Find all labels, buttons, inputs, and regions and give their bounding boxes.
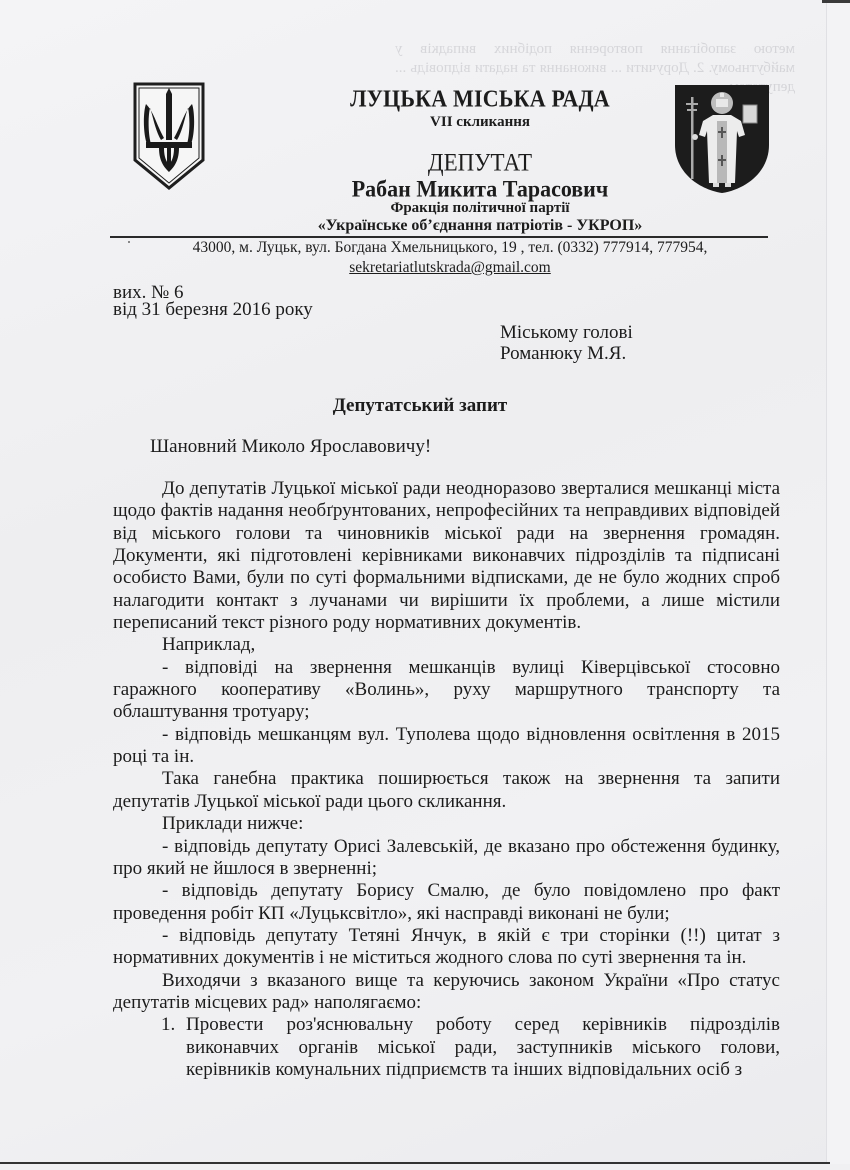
email-line [130, 258, 770, 278]
demand-text: Провести роз'яснювальну роботу серед керівників підрозділів виконавчих органів міської ради, заступників міського голови, керівників комунальних підприємств та інших відповідальних осіб з [186, 1014, 780, 1080]
document-title: Депутатський запит [332, 395, 508, 416]
list-entry: - відповідь депутату Тетяні Янчук, в якій є три сторінки (!!) цитат з нормативних документів і не міститься жодного слова по суті звернення та ін. [113, 924, 780, 969]
outgoing-number: вих. № 6 [113, 282, 184, 303]
faction-label: Фракція політичної партії [390, 200, 570, 216]
scan-margin [826, 0, 850, 1170]
lutsk-coat-of-arms-icon [673, 83, 771, 195]
party-name: «Українське об’єднання патріотів - УКРОП» [317, 217, 643, 234]
demands-list [113, 1014, 780, 1081]
salutation: Шановний Миколо Ярославовичу! [150, 436, 432, 457]
paragraph: Така ганебна практика поширюється також на звернення та запити депутатів Луцької міської ради цього скликання. [113, 768, 780, 812]
scan-margin-bottom [0, 1164, 850, 1170]
deputy-name: Рабан Микита Тарасович [351, 175, 609, 202]
paragraph: До депутатів Луцької міської ради неодноразово зверталися мешканці міста щодо фактів надання необґрунтованих, непрофесійних та неправдивих відповідей від міського голови та чиновників міської ради на звернення громадян. Документи, які підготовлені керівниками виконавчих підрозділів та підписані особисто Вами, були по суті формальними відписками, де не було жодних спроб налагодити контакт з лучанами чи вирішити їх проблеми, а лише містили переписаний текст різного роду нормативних документів. [113, 478, 780, 634]
scan-edge-top [822, 0, 850, 3]
paragraph: Приклади нижче: [162, 813, 304, 835]
list-entry: - відповідь депутату Орисі Залевській, де вказано про обстеження будинку, про який не йшлося в зверненні; [113, 835, 780, 879]
addressee-name: Романюку М.Я. [500, 343, 627, 364]
letter-body [113, 478, 780, 1081]
address: 43000, м. Луцьк, вул. Богдана Хмельницького, 19 , тел. (0332) 777914, 777954, [192, 239, 708, 256]
addressee-position: Міському голові [500, 322, 633, 343]
council-name: ЛУЦЬКА МІСЬКА РАДА [350, 84, 610, 113]
convocation: VII скликання [430, 114, 530, 130]
letter-date: від 31 березня 2016 року [113, 299, 313, 320]
demand-item [161, 1014, 780, 1081]
list-entry: - відповідь мешканцям вул. Туполева щодо відновлення освітлення в 2015 році та ін. [113, 723, 780, 768]
demand-number: 1. [161, 1014, 176, 1036]
list-entry: - відповіді на звернення мешканців вулиці Ківерцівської стосовно гаражного кооперативу «Волинь», руху маршрутного транспорту та облаштування тротуару; [113, 656, 780, 723]
list-entry: - відповідь депутату Борису Смалю, де було повідомлено про факт проведення робіт КП «Луцьксвітло», які насправді виконані не були; [113, 880, 780, 924]
position-title: ДЕПУТАТ [427, 148, 533, 177]
ukraine-trident-emblem-icon [133, 82, 205, 190]
email-link[interactable]: sekretariatlutskrada@gmail.com [349, 259, 551, 276]
paragraph: Виходячи з вказаного вище та керуючись законом України «Про статус депутатів місцевих рад» наполягаємо: [113, 969, 780, 1013]
paragraph: Наприклад, [162, 634, 256, 656]
